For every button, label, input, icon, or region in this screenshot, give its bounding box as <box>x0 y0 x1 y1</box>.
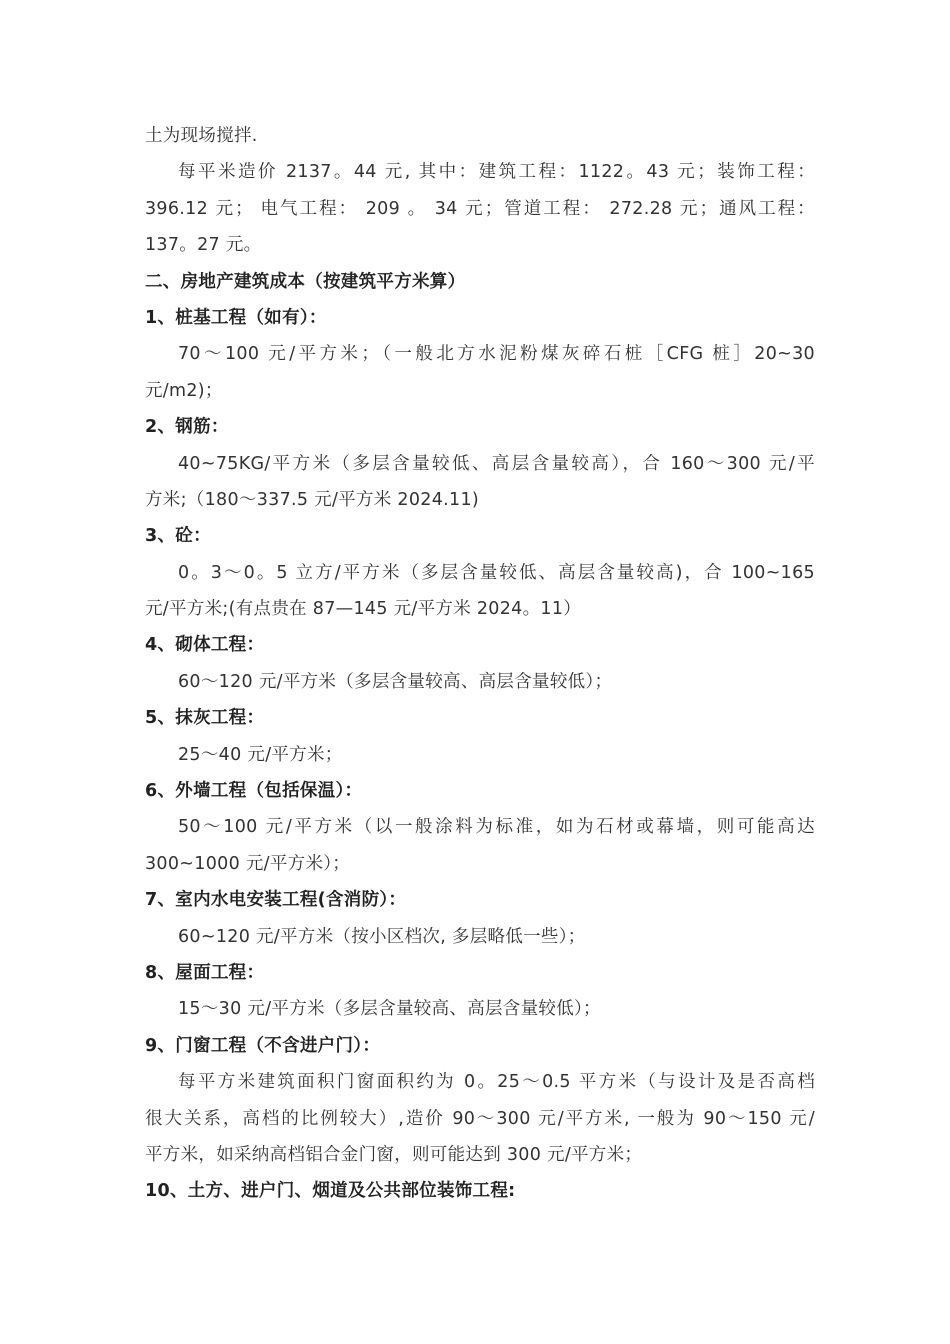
paragraph-line: 每平米造价 2137。44 元, 其中：建筑工程：1122。43 元；装饰工程： <box>178 162 815 183</box>
paragraph-line: 300~1000 元/平方米）； <box>145 853 351 874</box>
paragraph-line: 0。3～0。5 立方/平方米（多层含量较低、高层含量较高)，合 100~165 <box>178 562 815 583</box>
paragraph-line: 60～120 元/平方米（多层含量较高、高层含量较低）； <box>178 671 613 692</box>
paragraph-line: 每平方米建筑面积门窗面积约为 0。25～0.5 平方米（与设计及是否高档 <box>178 1072 815 1093</box>
paragraph-line: 元/平方米;(有点贵在 87—145 元/平方米 2024。11） <box>145 599 582 620</box>
paragraph-line: 70～100 元/平方米；（一般北方水泥粉煤灰碎石桩［CFG 桩］20~30 <box>178 344 815 365</box>
section-heading: 10、土方、进户门、烟道及公共部位装饰工程: <box>145 1181 516 1202</box>
paragraph-line: 60~120 元/平方米（按小区档次, 多层略低一些）； <box>178 926 586 947</box>
section-heading: 6、外墙工程（包括保温）： <box>145 781 363 802</box>
section-heading: 二、房地产建筑成本（按建筑平方米算） <box>145 271 466 292</box>
section-heading: 8、屋面工程： <box>145 962 265 983</box>
paragraph-line: 很大关系，高档的比例较大）,造价 90～300 元/平方米, 一般为 90～150 元/ <box>145 1108 815 1129</box>
paragraph-line: 40~75KG/平方米（多层含量较低、高层含量较高），合 160～300 元/平 <box>178 453 815 474</box>
section-heading: 7、室内水电安装工程(含消防）： <box>145 890 407 911</box>
paragraph-line: 平方米，如采纳高档铝合金门窗，则可能达到 300 元/平方米； <box>145 1144 643 1165</box>
section-heading: 2、钢筋： <box>145 417 229 438</box>
paragraph-line: 方米;（180～337.5 元/平方米 2024.11) <box>145 489 480 510</box>
paragraph-line: 25～40 元/平方米； <box>178 744 343 765</box>
section-heading: 4、砌体工程： <box>145 635 265 656</box>
paragraph-line: 396.12 元； 电气工程： 209 。 34 元；管道工程： 272.28 元；通风工程： <box>145 198 815 219</box>
section-heading: 9、门窗工程（不含进户门）： <box>145 1035 381 1056</box>
paragraph-line: 元/m2)； <box>145 380 223 401</box>
paragraph-line: 137。27 元。 <box>145 235 262 256</box>
section-heading: 3、砼： <box>145 526 211 547</box>
document-body <box>145 118 815 1210</box>
paragraph-line: 15～30 元/平方米（多层含量较高、高层含量较低）； <box>178 999 601 1020</box>
paragraph-line: 土为现场搅拌. <box>145 126 258 146</box>
paragraph-line: 50～100 元/平方米（以一般涂料为标准，如为石材或幕墙，则可能高达 <box>178 817 815 838</box>
section-heading: 5、抹灰工程： <box>145 708 265 729</box>
section-heading: 1、桩基工程（如有）： <box>145 307 327 328</box>
